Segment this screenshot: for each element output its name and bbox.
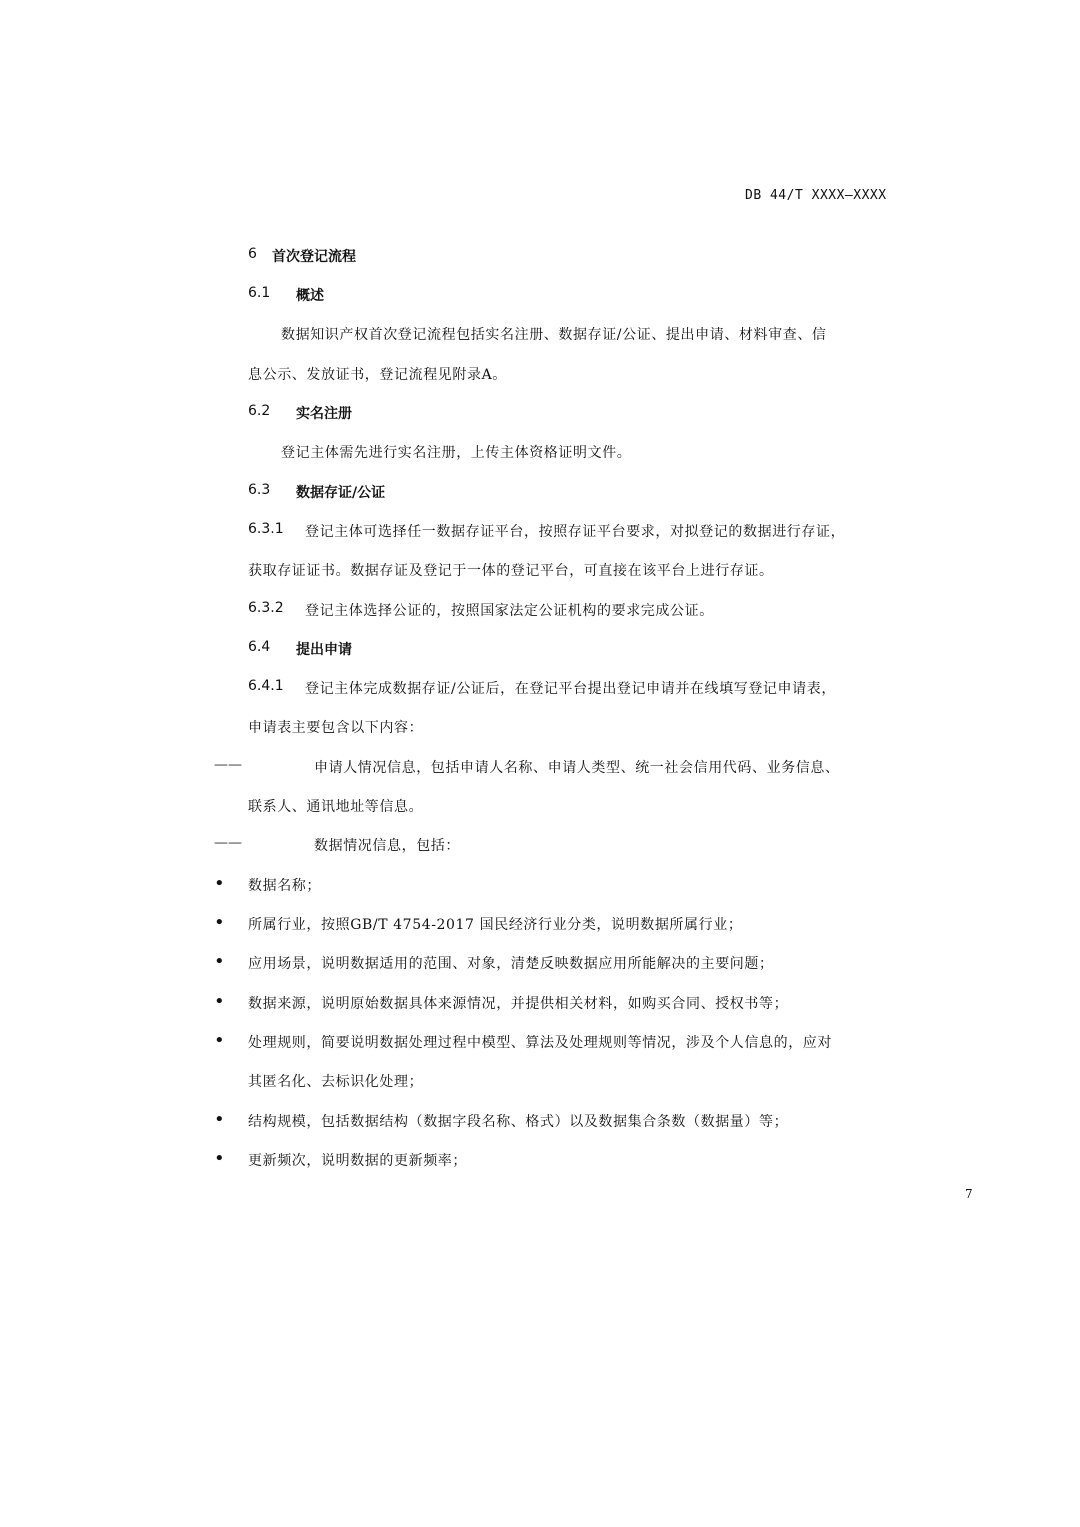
standard-code: DB 44/T XXXX—XXXX	[745, 188, 887, 203]
section-6-3-title: 数据存证/公证	[296, 485, 386, 501]
bullet-marker: •	[214, 912, 225, 933]
bullet-item-4: 数据来源，说明原始数据具体来源情况，并提供相关材料，如购买合同、授权书等；	[248, 996, 789, 1012]
bullet-marker: •	[214, 1148, 225, 1169]
dash-item-2: 数据情况信息，包括：	[314, 838, 460, 854]
bullet-item-7: 更新频次，说明数据的更新频率；	[248, 1153, 467, 1169]
bullet-item-3: 应用场景，说明数据适用的范围、对象，清楚反映数据应用所能解决的主要问题；	[248, 956, 774, 972]
section-6-3-2-number: 6.3.2	[248, 600, 284, 616]
bullet-marker: •	[214, 951, 225, 972]
section-6-3-1-number: 6.3.1	[248, 521, 284, 537]
section-6-4-1-number: 6.4.1	[248, 678, 284, 694]
bullet-item-6: 结构规模，包括数据结构（数据字段名称、格式）以及数据集合条数（数据量）等；	[248, 1114, 789, 1130]
section-6-3-number: 6.3	[248, 482, 271, 498]
section-6-1-title: 概述	[296, 288, 324, 304]
paragraph-6-1-line-2: 息公示、发放证书，登记流程见附录A。	[248, 367, 507, 383]
bullet-item-5-line-1: 处理规则，简要说明数据处理过程中模型、算法及处理规则等情况，涉及个人信息的，应对	[248, 1035, 832, 1051]
section-6-4-title: 提出申请	[296, 642, 352, 658]
bullet-marker: •	[214, 1109, 225, 1130]
section-6-title: 首次登记流程	[272, 249, 356, 265]
page-number: 7	[965, 1187, 973, 1201]
dash-marker: ——	[214, 835, 242, 851]
dash-marker: ——	[214, 757, 242, 773]
paragraph-6-4-1-line-2: 申请表主要包含以下内容：	[248, 720, 424, 736]
paragraph-6-3-1-line-1: 登记主体可选择任一数据存证平台，按照存证平台要求，对拟登记的数据进行存证，	[305, 524, 846, 540]
bullet-marker: •	[214, 991, 225, 1012]
paragraph-6-4-1-line-1: 登记主体完成数据存证/公证后，在登记平台提出登记申请并在线填写登记申请表，	[305, 681, 836, 697]
bullet-marker: •	[214, 1030, 225, 1051]
dash-item-1-line-1: 申请人情况信息，包括申请人名称、申请人类型、统一社会信用代码、业务信息、	[314, 760, 840, 776]
section-6-number: 6	[248, 246, 257, 262]
section-6-1-number: 6.1	[248, 285, 271, 301]
dash-item-1-line-2: 联系人、通讯地址等信息。	[248, 799, 424, 815]
section-6-4-number: 6.4	[248, 639, 271, 655]
bullet-item-2: 所属行业，按照GB/T 4754-2017 国民经济行业分类，说明数据所属行业；	[248, 917, 743, 933]
bullet-item-1: 数据名称；	[248, 878, 321, 894]
paragraph-6-1-line-1: 数据知识产权首次登记流程包括实名注册、数据存证/公证、提出申请、材料审查、信	[281, 327, 827, 343]
bullet-marker: •	[214, 873, 225, 894]
paragraph-6-2: 登记主体需先进行实名注册，上传主体资格证明文件。	[281, 445, 632, 461]
paragraph-6-3-2: 登记主体选择公证的，按照国家法定公证机构的要求完成公证。	[305, 603, 714, 619]
section-6-2-title: 实名注册	[296, 406, 352, 422]
paragraph-6-3-1-line-2: 获取存证证书。数据存证及登记于一体的登记平台，可直接在该平台上进行存证。	[248, 563, 774, 579]
bullet-item-5-line-2: 其匿名化、去标识化处理；	[248, 1074, 424, 1090]
section-6-2-number: 6.2	[248, 403, 271, 419]
